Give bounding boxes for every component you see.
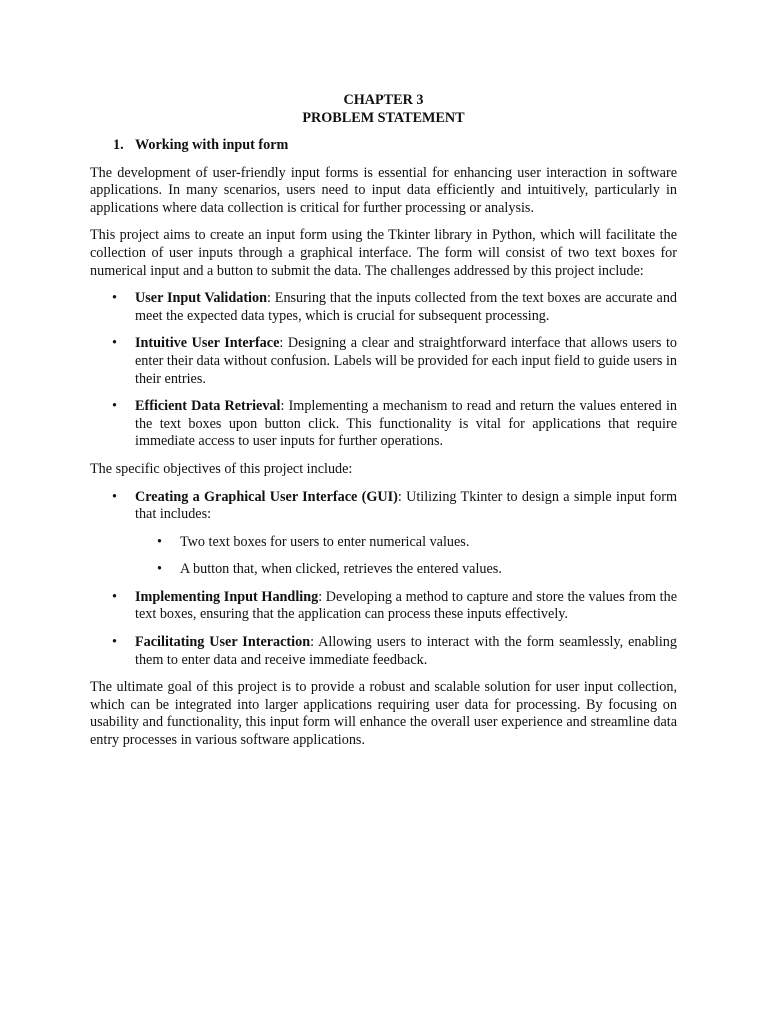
list-item — [135, 534, 677, 552]
section-heading — [90, 137, 677, 155]
section-title: Working with input form — [135, 137, 289, 153]
chapter-label: CHAPTER 3 — [343, 92, 424, 108]
objectives-list — [90, 489, 677, 670]
bullet-icon: • — [112, 290, 117, 307]
list-item — [90, 398, 677, 451]
sub-item-text: Two text boxes for users to enter numerical values. — [180, 533, 470, 550]
objective-term: Facilitating User Interaction — [135, 634, 311, 651]
objective-term: Creating a Graphical User Interface (GUI) — [135, 488, 398, 505]
objective-text: : Developing a method to capture and store the values from the text boxes, ensuring that the application can process these inputs effectively. — [135, 588, 677, 623]
objective-text: : Utilizing Tkinter to design a simple input form that includes: — [135, 488, 677, 523]
challenge-term: User Input Validation — [135, 290, 267, 307]
chapter-title: PROBLEM STATEMENT — [302, 109, 465, 126]
challenge-term: Intuitive User Interface — [135, 335, 280, 352]
objective-term: Implementing Input Handling — [135, 588, 319, 605]
challenge-text: : Ensuring that the inputs collected from the text boxes are accurate and meet the expected data types, which is crucial for subsequent processing. — [135, 290, 678, 324]
bullet-icon: • — [157, 561, 162, 578]
objective-text: : Allowing users to interact with the form seamlessly, enabling them to enter data and receive immediate feedback. — [135, 634, 677, 668]
section-number: 1. — [113, 137, 124, 153]
bullet-icon: • — [112, 488, 117, 505]
challenges-list — [90, 290, 677, 451]
bullet-icon: • — [157, 533, 162, 550]
list-item — [90, 489, 677, 579]
bullet-icon: • — [112, 335, 117, 352]
gui-sub-list — [135, 534, 677, 579]
bullet-icon: • — [112, 634, 117, 651]
challenge-text: : Implementing a mechanism to read and return the values entered in the text boxes upon button click. This functionality is vital for applications that require immediate access to user inputs for further operations. — [135, 398, 677, 450]
list-item — [135, 561, 677, 579]
list-item — [90, 290, 677, 325]
sub-item-text: A button that, when clicked, retrieves the entered values. — [180, 561, 502, 578]
objectives-intro-paragraph: The specific objectives of this project include: — [90, 460, 353, 477]
list-item — [90, 634, 677, 669]
bullet-icon: • — [112, 588, 117, 605]
aim-paragraph: This project aims to create an input form using the Tkinter library in Python, which will facilitate the collection of user inputs through a graphical interface. The form will consist of two text boxes for numerical input and a button to submit the data. The challenges addressed by this project include: — [90, 227, 677, 279]
challenge-term: Efficient Data Retrieval — [135, 398, 281, 415]
goal-paragraph: The ultimate goal of this project is to provide a robust and scalable solution for user input collection, which can be integrated into larger applications requiring user data for processing. By focusing on usability and functionality, this input form will enhance the overall user experience and streamline data entry processes in various software applications. — [90, 679, 677, 749]
intro-paragraph: The development of user-friendly input forms is essential for enhancing user interaction in software applications. In many scenarios, users need to input data efficiently and intuitively, particularly in applications where data collection is critical for further processing or analysis. — [90, 164, 677, 216]
list-item — [90, 589, 677, 624]
list-item — [90, 335, 677, 388]
challenge-text: : Designing a clear and straightforward interface that allows users to enter their data without confusion. Labels will be provided for each input field to guide users in their entries. — [135, 335, 678, 387]
bullet-icon: • — [112, 398, 117, 415]
